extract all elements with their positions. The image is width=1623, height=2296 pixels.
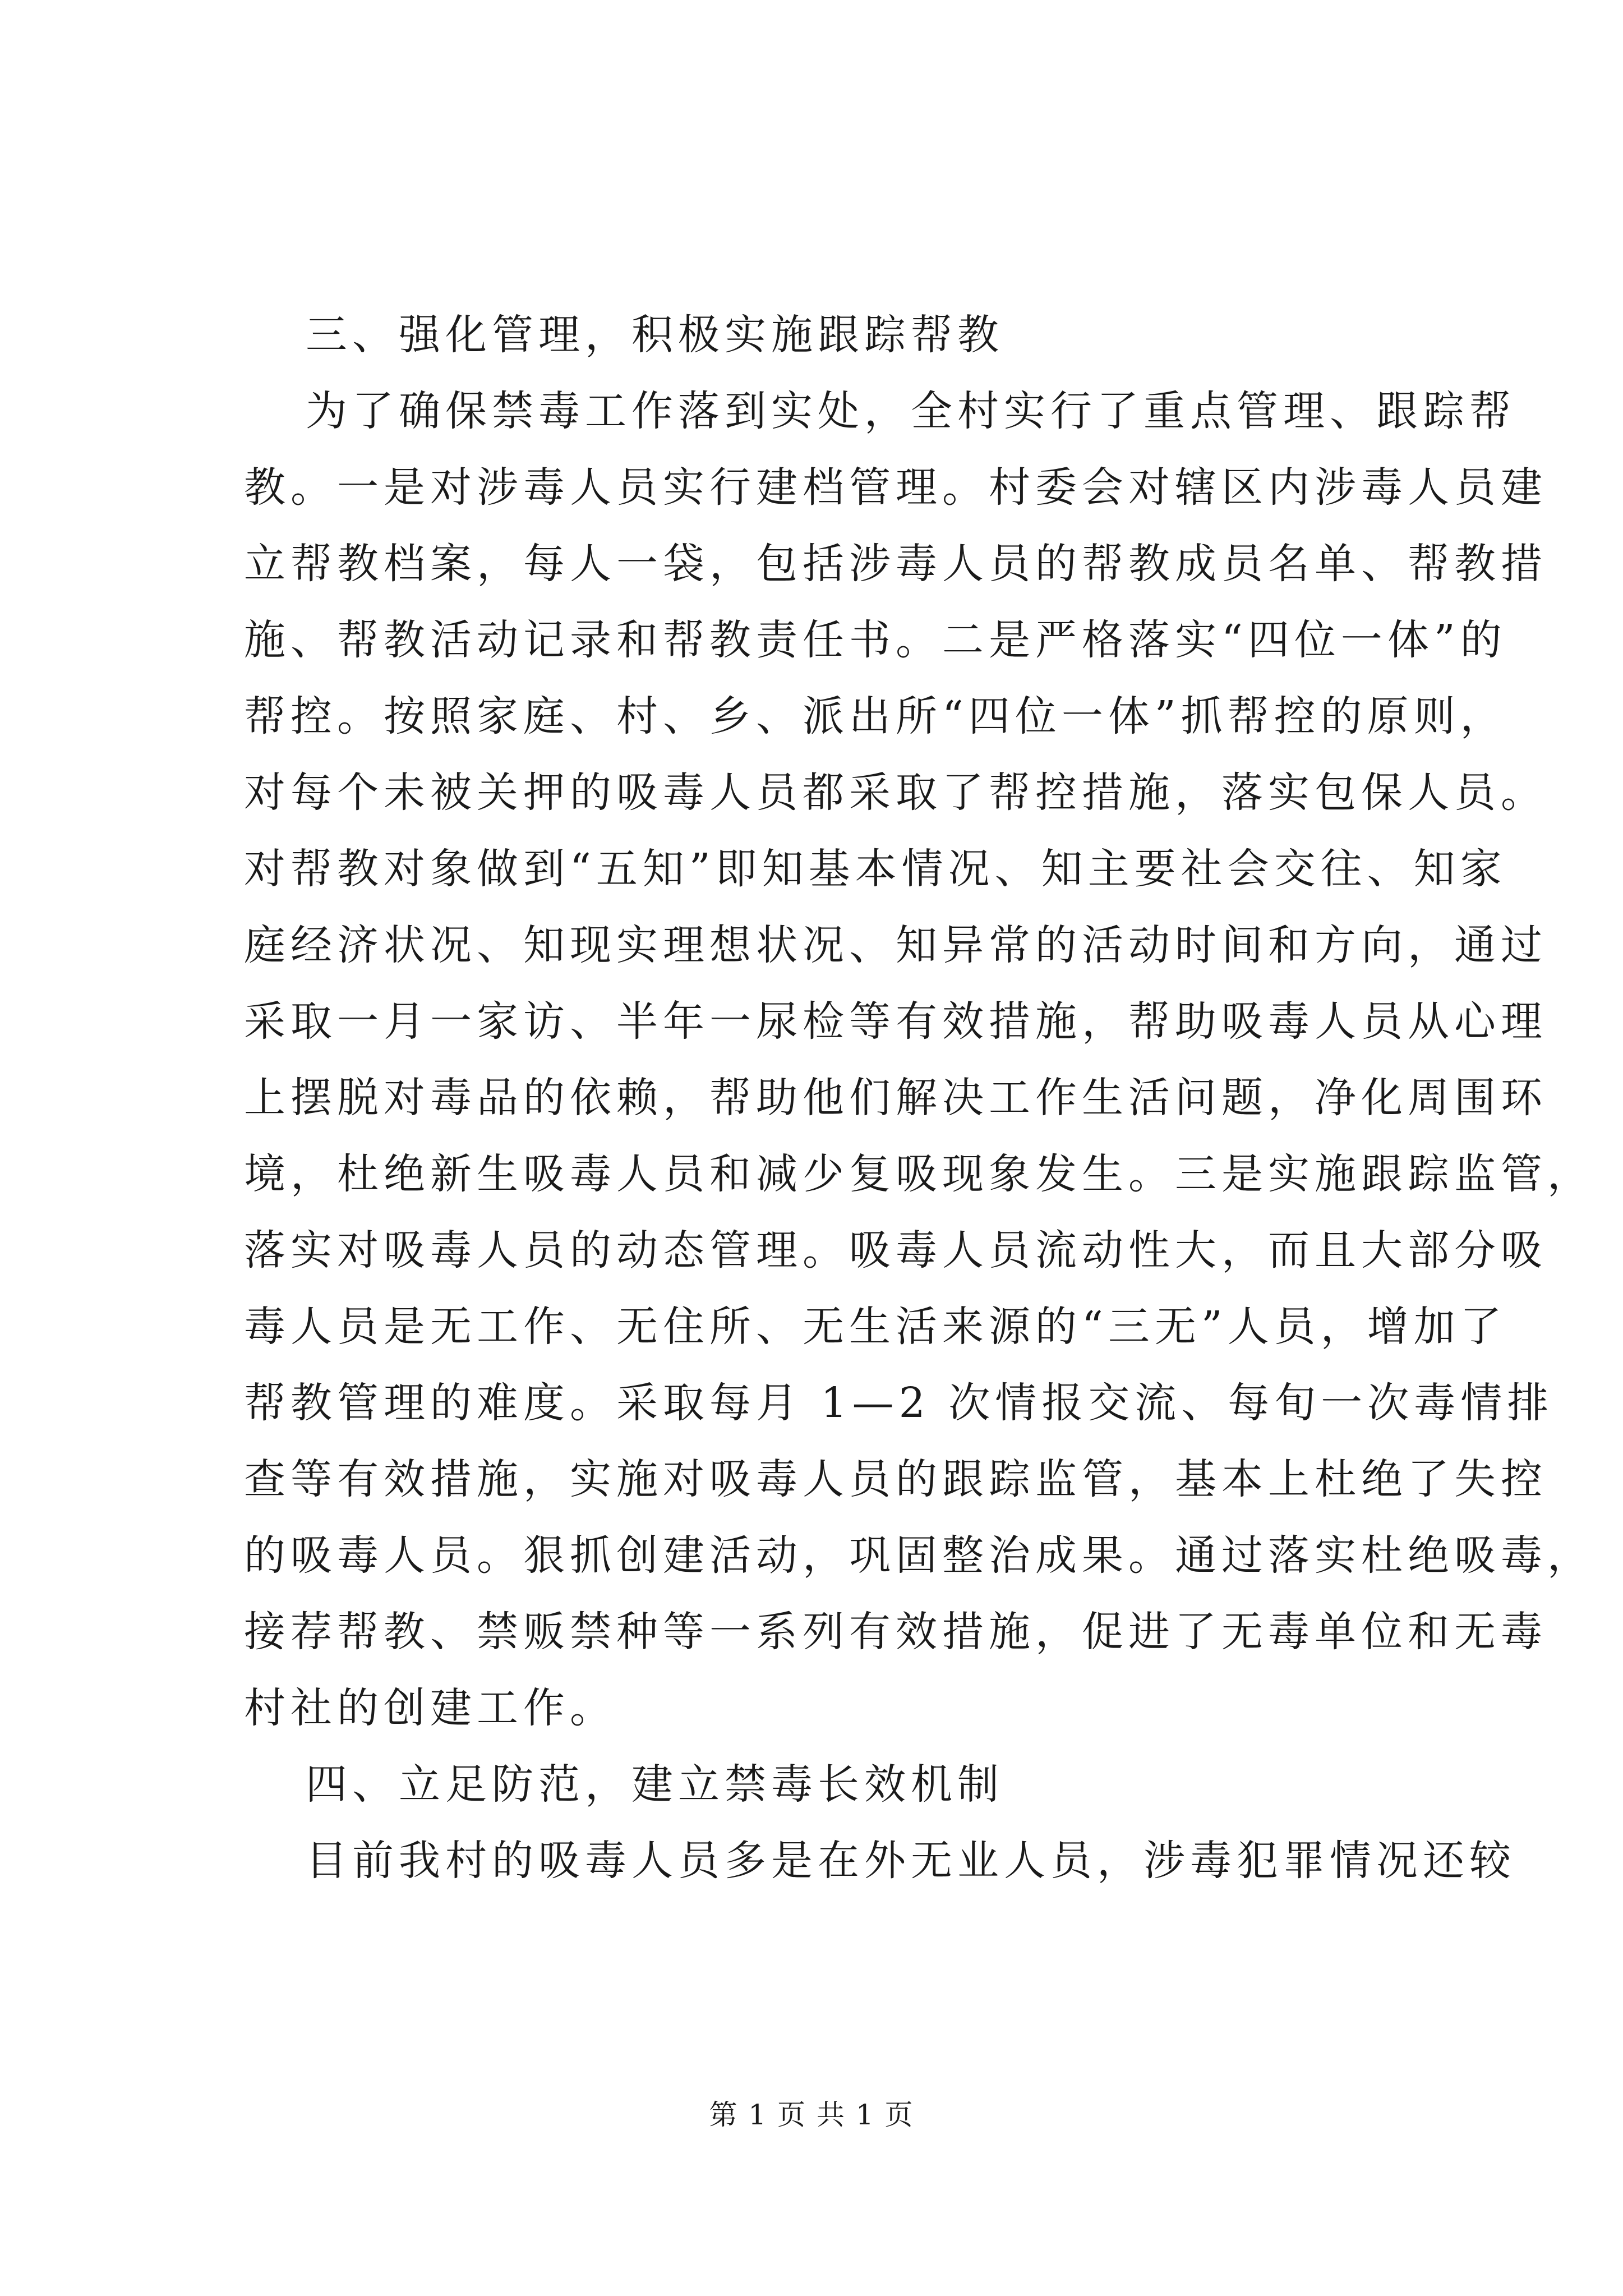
- paragraph-line: 帮控。按照家庭、村、乡、派出所“四位一体”抓帮控的原则，: [244, 692, 1507, 740]
- paragraph-line: 的吸毒人员。狠抓创建活动，巩固整治成果。通过落实杜绝吸毒，: [244, 1531, 1594, 1580]
- section-heading: 三、强化管理，积极实施跟踪帮教: [306, 311, 1004, 359]
- paragraph-line: 村社的创建工作。: [244, 1684, 616, 1732]
- paragraph-line: 目前我村的吸毒人员多是在外无业人员，涉毒犯罪情况还较: [306, 1837, 1516, 1885]
- paragraph-line: 上摆脱对毒品的依赖，帮助他们解决工作生活问题，净化周围环: [244, 1074, 1547, 1122]
- paragraph-line: 庭经济状况、知现实理想状况、知异常的活动时间和方向，通过: [244, 921, 1547, 969]
- paragraph-line: 采取一月一家访、半年一尿检等有效措施，帮助吸毒人员从心理: [244, 997, 1547, 1046]
- section-heading: 四、立足防范，建立禁毒长效机制: [306, 1760, 1004, 1809]
- paragraph-line: 为了确保禁毒工作落到实处，全村实行了重点管理、跟踪帮: [306, 387, 1516, 435]
- paragraph-line: 毒人员是无工作、无住所、无生活来源的“三无”人员，增加了: [244, 1303, 1507, 1351]
- paragraph-line: 对每个未被关押的吸毒人员都采取了帮控措施，落实包保人员。: [244, 769, 1547, 817]
- paragraph-line: 立帮教档案，每人一袋，包括涉毒人员的帮教成员名单、帮教措: [244, 540, 1547, 588]
- paragraph-line: 施、帮教活动记录和帮教责任书。二是严格落实“四位一体”的: [244, 616, 1507, 664]
- paragraph-line: 接荐帮教、禁贩禁种等一系列有效措施，促进了无毒单位和无毒: [244, 1608, 1547, 1656]
- paragraph-line: 境，杜绝新生吸毒人员和减少复吸现象发生。三是实施跟踪监管，: [244, 1150, 1594, 1198]
- paragraph-line: 帮教管理的难度。采取每月 1—2 次情报交流、每旬一次毒情排: [244, 1379, 1554, 1427]
- page-footer: 第 1 页 共 1 页: [709, 2099, 914, 2131]
- paragraph-line: 对帮教对象做到“五知”即知基本情况、知主要社会交往、知家: [244, 845, 1507, 893]
- paragraph-line: 查等有效措施，实施对吸毒人员的跟踪监管，基本上杜绝了失控: [244, 1455, 1547, 1503]
- paragraph-line: 落实对吸毒人员的动态管理。吸毒人员流动性大，而且大部分吸: [244, 1226, 1547, 1274]
- paragraph-line: 教。一是对涉毒人员实行建档管理。村委会对辖区内涉毒人员建: [244, 463, 1547, 512]
